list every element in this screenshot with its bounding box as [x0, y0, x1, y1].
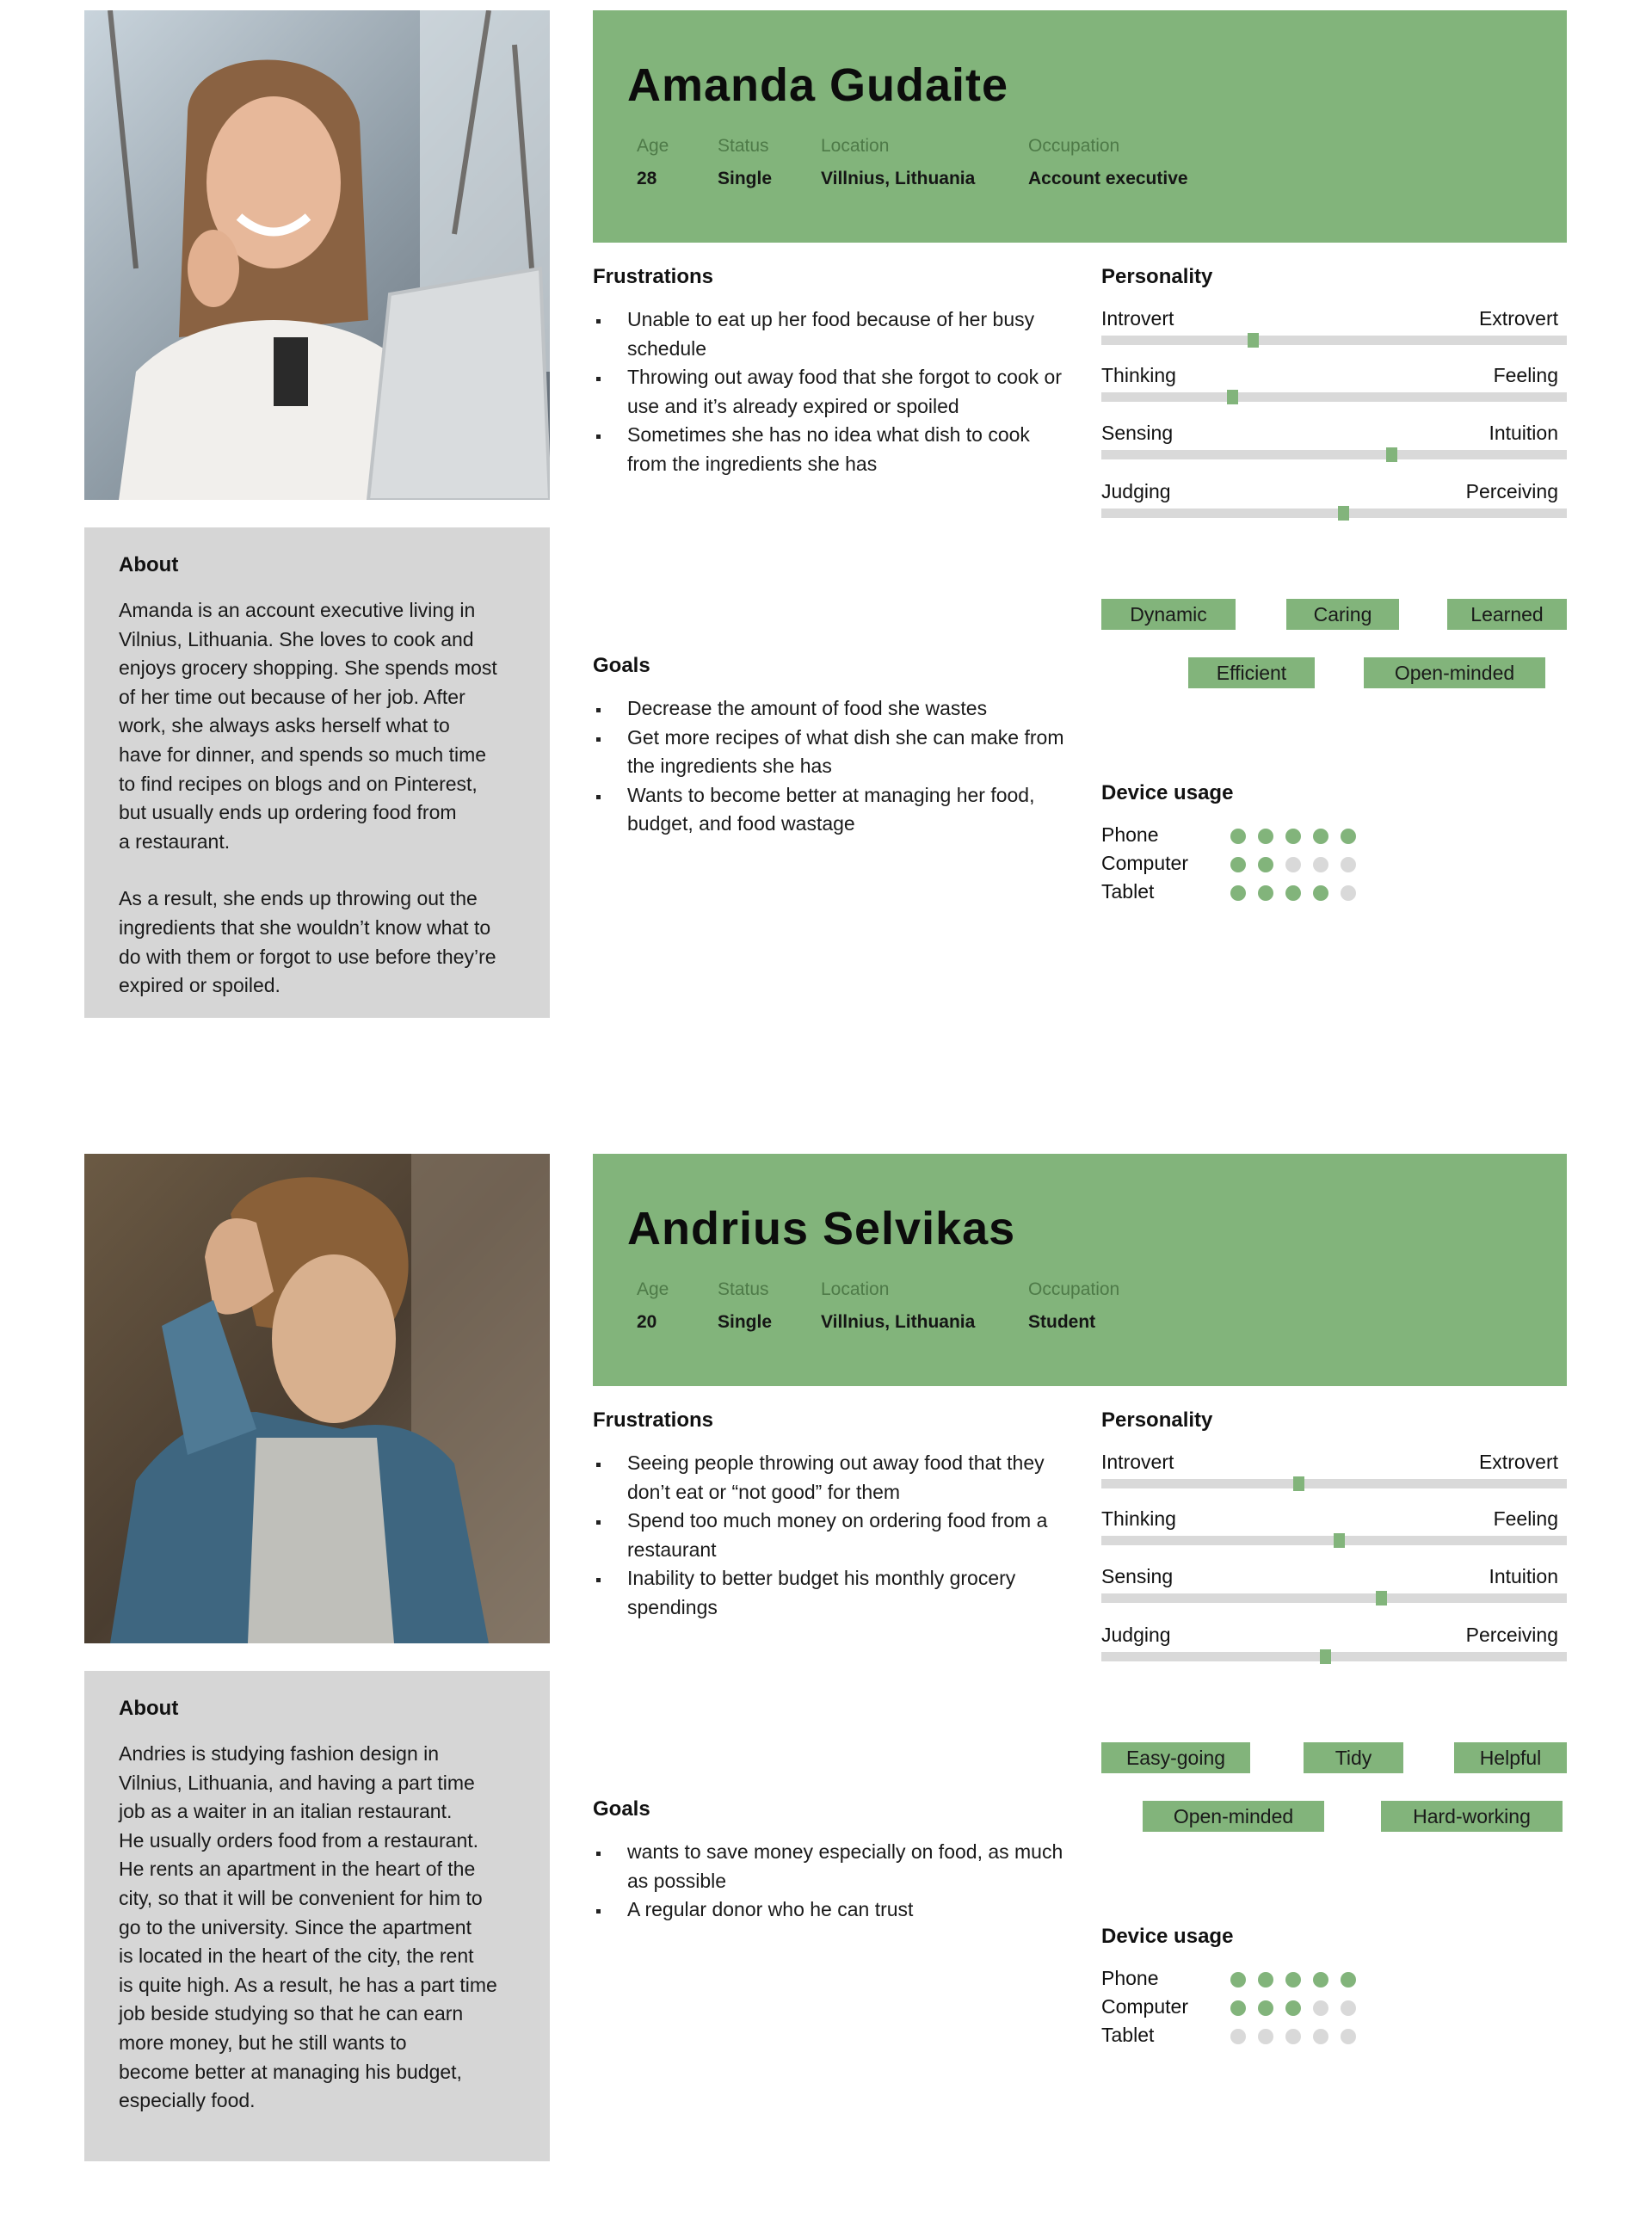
about-panel — [84, 1671, 550, 2161]
frustrations-list — [593, 305, 1066, 479]
usage-dot-filled — [1285, 1972, 1301, 1988]
device-usage-heading: Device usage — [1101, 781, 1234, 804]
meta-age — [637, 1279, 669, 1333]
slider-knob — [1376, 1591, 1387, 1605]
personality-slider — [1101, 307, 1567, 350]
slider-knob — [1334, 1533, 1345, 1548]
trait-right-label: Perceiving — [1465, 480, 1558, 502]
usage-dot-empty — [1230, 2029, 1246, 2044]
slider-track — [1101, 1593, 1567, 1603]
slider-knob — [1338, 506, 1349, 521]
goals-list — [593, 1838, 1066, 1925]
meta-occupation — [1028, 136, 1188, 189]
slider-knob — [1320, 1649, 1331, 1664]
about-paragraph: As a result, she ends up throwing out the ingredients that she wouldn’t know what to do with them or forgot to use before they’re expired or spoiled. — [119, 887, 496, 997]
meta-location — [821, 1279, 975, 1333]
usage-dot-filled — [1230, 2000, 1246, 2016]
list-item: Wants to become better at managing her food, budget, and food wastage — [593, 781, 1066, 839]
device-row — [1101, 823, 1446, 852]
trait-tag: Learned — [1447, 599, 1567, 630]
usage-dot-filled — [1230, 1972, 1246, 1988]
man-in-denim-jacket-photo — [84, 1154, 550, 1643]
frustrations-heading: Frustrations — [593, 1408, 714, 1432]
persona-photo — [84, 10, 550, 500]
device-row — [1101, 880, 1446, 909]
trait-left-label: Judging — [1101, 480, 1171, 502]
about-panel — [84, 527, 550, 1018]
list-item: Sometimes she has no idea what dish to cook from the ingredients she has — [593, 421, 1066, 478]
usage-dot-filled — [1258, 1972, 1273, 1988]
meta-label: Location — [821, 1279, 890, 1299]
list-item: Seeing people throwing out away food that they don’t eat or “not good” for them — [593, 1449, 1066, 1507]
slider-knob — [1248, 333, 1259, 348]
meta-value: 28 — [637, 169, 657, 188]
usage-dot-filled — [1230, 885, 1246, 901]
meta-label: Status — [718, 136, 769, 156]
personality-slider — [1101, 1507, 1567, 1550]
list-item: Spend too much money on ordering food from a restaurant — [593, 1507, 1066, 1564]
personality-slider — [1101, 1624, 1567, 1667]
usage-dot-filled — [1258, 829, 1273, 844]
personality-slider — [1101, 422, 1567, 465]
meta-value: Account executive — [1028, 169, 1188, 188]
usage-dot-empty — [1341, 857, 1356, 872]
device-row — [1101, 1995, 1446, 2024]
trait-tag: Tidy — [1304, 1742, 1403, 1773]
trait-tag: Open-minded — [1364, 657, 1545, 688]
usage-dot-filled — [1258, 2000, 1273, 2016]
personality-slider — [1101, 480, 1567, 523]
meta-occupation — [1028, 1279, 1119, 1333]
about-paragraph: Andries is studying fashion design in Vilnius, Lithuania, and having a part time job as a waiter in an italian restaurant. He usually orders food from a restaurant. He rents an apartment in the heart of the city, so that it will be convenient for him to go to the university. Since the apartment is located in the heart of the city, the rent is quite high. As a result, he has a part time job beside studying so that he can earn more money, but he still wants to become better at managing his budget, especially food. — [119, 1742, 497, 2112]
trait-tag: Caring — [1286, 599, 1399, 630]
meta-value: Villnius, Lithuania — [821, 169, 976, 188]
trait-tag: Helpful — [1454, 1742, 1567, 1773]
meta-value: Single — [718, 1312, 773, 1332]
trait-right-label: Feeling — [1493, 1507, 1558, 1530]
persona-card-amanda — [0, 0, 1652, 1084]
goals-heading: Goals — [593, 654, 650, 677]
device-name: Phone — [1101, 823, 1159, 846]
usage-dot-filled — [1285, 2000, 1301, 2016]
meta-age — [637, 136, 669, 189]
persona-name: Amanda Gudaite — [627, 59, 1009, 111]
slider-knob — [1227, 390, 1238, 404]
trait-left-label: Sensing — [1101, 1565, 1174, 1587]
meta-label: Age — [637, 136, 669, 156]
list-item: Unable to eat up her food because of her busy schedule — [593, 305, 1066, 363]
device-usage-heading: Device usage — [1101, 1925, 1234, 1948]
about-heading: About — [119, 553, 179, 576]
slider-track — [1101, 392, 1567, 402]
trait-tag: Dynamic — [1101, 599, 1236, 630]
trait-left-label: Judging — [1101, 1624, 1171, 1646]
usage-dot-empty — [1313, 857, 1328, 872]
usage-dot-empty — [1341, 2029, 1356, 2044]
trait-right-label: Extrovert — [1478, 1451, 1558, 1473]
usage-dot-empty — [1258, 2029, 1273, 2044]
device-name: Computer — [1101, 1995, 1188, 2018]
goals-heading: Goals — [593, 1797, 650, 1821]
trait-left-label: Introvert — [1101, 1451, 1174, 1473]
usage-dot-filled — [1230, 829, 1246, 844]
trait-left-label: Introvert — [1101, 307, 1174, 330]
frustrations-list — [593, 1449, 1066, 1623]
device-row — [1101, 852, 1446, 880]
trait-right-label: Feeling — [1493, 364, 1558, 386]
slider-track — [1101, 450, 1567, 459]
meta-label: Status — [718, 1279, 769, 1299]
personality-slider — [1101, 1451, 1567, 1494]
usage-dot-empty — [1313, 2029, 1328, 2044]
slider-track — [1101, 336, 1567, 345]
meta-value: Single — [718, 169, 773, 188]
slider-knob — [1293, 1476, 1304, 1491]
usage-dot-filled — [1341, 1972, 1356, 1988]
trait-tag: Easy-going — [1101, 1742, 1250, 1773]
slider-track — [1101, 1479, 1567, 1488]
persona-photo — [84, 1154, 550, 1643]
goals-list — [593, 694, 1066, 839]
trait-right-label: Extrovert — [1478, 307, 1558, 330]
meta-status — [718, 1279, 772, 1333]
slider-knob — [1386, 447, 1397, 462]
device-name: Tablet — [1101, 880, 1155, 903]
persona-header — [593, 1154, 1567, 1386]
persona-card-andrius — [0, 1143, 1652, 2228]
about-paragraph: Amanda is an account executive living in Vilnius, Lithuania. She loves to cook and enjoys grocery shopping. She spends most of her time out because of her job. After work, she always asks herself what to have for dinner, and spends so much time to find recipes on blogs and on Pinterest, but usually ends up ordering food from a restaurant. — [119, 599, 497, 853]
persona-name: Andrius Selvikas — [627, 1203, 1016, 1254]
slider-track — [1101, 508, 1567, 518]
device-row — [1101, 2024, 1446, 2052]
slider-track — [1101, 1652, 1567, 1661]
device-name: Computer — [1101, 852, 1188, 874]
trait-right-label: Perceiving — [1465, 1624, 1558, 1646]
trait-tag: Efficient — [1188, 657, 1315, 688]
meta-label: Occupation — [1028, 136, 1120, 156]
usage-dot-filled — [1258, 857, 1273, 872]
usage-dot-filled — [1285, 829, 1301, 844]
meta-location — [821, 136, 975, 189]
meta-value: Villnius, Lithuania — [821, 1312, 976, 1332]
trait-left-label: Thinking — [1101, 364, 1176, 386]
about-heading: About — [119, 1697, 179, 1720]
usage-dot-filled — [1313, 885, 1328, 901]
usage-dot-empty — [1341, 885, 1356, 901]
personality-heading: Personality — [1101, 265, 1213, 288]
device-name: Tablet — [1101, 2024, 1155, 2046]
meta-label: Location — [821, 136, 890, 156]
trait-right-label: Intuition — [1489, 422, 1558, 444]
usage-dot-filled — [1230, 857, 1246, 872]
persona-header — [593, 10, 1567, 243]
list-item: Decrease the amount of food she wastes — [593, 694, 1066, 724]
usage-dot-empty — [1341, 2000, 1356, 2016]
meta-value: Student — [1028, 1312, 1096, 1332]
trait-left-label: Thinking — [1101, 1507, 1176, 1530]
usage-dot-empty — [1285, 2029, 1301, 2044]
usage-dot-empty — [1285, 857, 1301, 872]
trait-right-label: Intuition — [1489, 1565, 1558, 1587]
meta-value: 20 — [637, 1312, 657, 1332]
usage-dot-filled — [1258, 885, 1273, 901]
personality-slider — [1101, 364, 1567, 407]
usage-dot-filled — [1341, 829, 1356, 844]
personality-slider — [1101, 1565, 1567, 1608]
list-item: A regular donor who he can trust — [593, 1895, 1066, 1925]
device-name: Phone — [1101, 1967, 1159, 1989]
trait-tag: Hard-working — [1381, 1801, 1563, 1832]
frustrations-heading: Frustrations — [593, 265, 714, 288]
list-item: Throwing out away food that she forgot to cook or use and it’s already expired or spoiled — [593, 363, 1066, 421]
list-item: wants to save money especially on food, as much as possible — [593, 1838, 1066, 1895]
list-item: Inability to better budget his monthly grocery spendings — [593, 1564, 1066, 1622]
meta-label: Age — [637, 1279, 669, 1299]
list-item: Get more recipes of what dish she can make from the ingredients she has — [593, 724, 1066, 781]
usage-dot-filled — [1313, 1972, 1328, 1988]
trait-left-label: Sensing — [1101, 422, 1174, 444]
usage-dot-filled — [1285, 885, 1301, 901]
meta-status — [718, 136, 772, 189]
usage-dot-filled — [1313, 829, 1328, 844]
personality-heading: Personality — [1101, 1408, 1213, 1432]
meta-label: Occupation — [1028, 1279, 1120, 1299]
woman-with-tablet-photo — [84, 10, 550, 500]
trait-tag: Open-minded — [1143, 1801, 1324, 1832]
device-row — [1101, 1967, 1446, 1995]
usage-dot-empty — [1313, 2000, 1328, 2016]
